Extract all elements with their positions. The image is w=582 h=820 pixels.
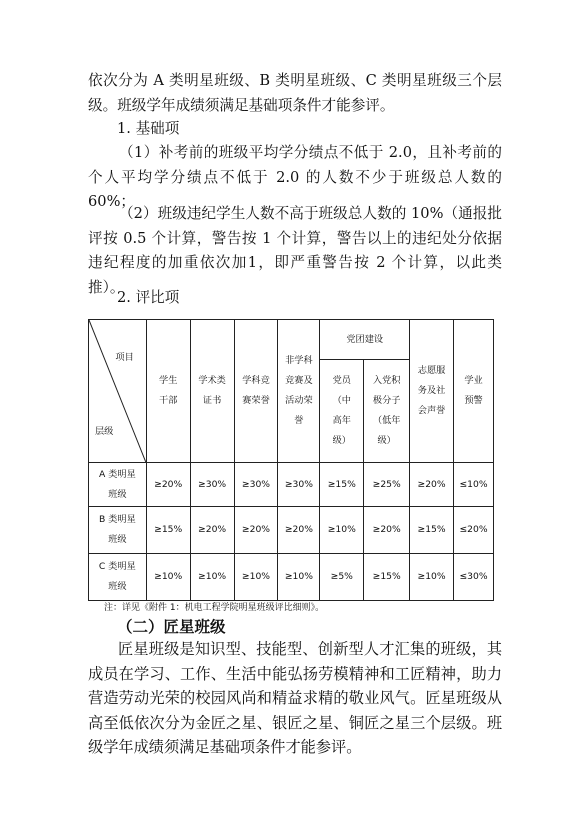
paragraph-basic-2: （2）班级违纪学生人数不高于班级总人数的 10%（通报批评按 0.5 个计算，警告按 1 个计算，警告以上的违纪处分依据违纪程度的加重依次加1，即严重警告按 2 个计算，以此类推）。 (88, 205, 502, 296)
header-warning: 学业预警 (454, 320, 494, 463)
value-cell: ≥15% (146, 507, 190, 554)
value-cell: ≥10% (234, 554, 278, 601)
value-cell: ≤10% (454, 463, 494, 507)
value-cell: ≥10% (410, 554, 454, 601)
header-competition: 学科竞赛荣誉 (234, 320, 278, 463)
table-row (89, 554, 494, 601)
header-non-academic: 非学科竞赛及活动荣誉 (278, 320, 320, 463)
value-cell: ≥15% (410, 507, 454, 554)
value-cell: ≥30% (234, 463, 278, 507)
heading-comparison-items: 2. 评比项 (117, 289, 180, 306)
value-cell: ≥20% (364, 507, 410, 554)
value-cell: ≤30% (454, 554, 494, 601)
value-cell: ≥15% (364, 554, 410, 601)
heading-basic-items: 1. 基础项 (117, 120, 180, 137)
value-cell: ≥10% (278, 554, 320, 601)
header-cadre: 学生干部 (146, 320, 190, 463)
value-cell: ≥10% (146, 554, 190, 601)
value-cell: ≥20% (410, 463, 454, 507)
table-row (89, 507, 494, 554)
corner-level-label: 层级 (95, 426, 114, 437)
corner-project-label: 项目 (115, 352, 134, 363)
level-cell: B 类明星班级 (89, 507, 147, 554)
value-cell: ≥20% (190, 507, 234, 554)
level-cell: A 类明星班级 (89, 463, 147, 507)
level-cell: C 类明星班级 (89, 554, 147, 601)
header-academic-cert: 学术类证书 (190, 320, 234, 463)
value-cell: ≥20% (234, 507, 278, 554)
value-cell: ≥20% (146, 463, 190, 507)
paragraph-basic-1: （1）补考前的班级平均学分绩点不低于 2.0，且补考前的个人平均学分绩点不低于 2.0 的人数不少于班级总人数的 60%； (88, 144, 502, 210)
header-party-member: 党员（中高年级） (320, 360, 364, 463)
table-note: 注：详见《附件 1：机电工程学院明星班级评比细则》。 (104, 603, 325, 613)
corner-cell (89, 320, 147, 463)
value-cell: ≥20% (278, 507, 320, 554)
value-cell: ≥30% (278, 463, 320, 507)
section-title: （二）匠星班级 (117, 618, 226, 636)
header-party-group: 党团建设 (320, 320, 410, 360)
header-volunteer: 志愿服务及社会声誉 (410, 320, 454, 463)
paragraph-intro: 依次分为 A 类明星班级、B 类明星班级、C 类明星班级三个层级。班级学年成绩须满足基础项条件才能参评。 (88, 72, 502, 114)
value-cell: ≥10% (190, 554, 234, 601)
section-body: 匠星班级是知识型、技能型、创新型人才汇集的班级，其成员在学习、工作、生活中能弘扬劳模精神和工匠精神，助力营造劳动光荣的校园风尚和精益求精的敬业风气。匠星班级从高至低依次分为金匠之星、银匠之星、铜匠之星三个层级。班级学年成绩须满足基础项条件才能参评。 (88, 640, 502, 757)
value-cell: ≥5% (320, 554, 364, 601)
value-cell: ≥30% (190, 463, 234, 507)
value-cell: ≥15% (320, 463, 364, 507)
value-cell: ≤20% (454, 507, 494, 554)
criteria-table (88, 319, 494, 601)
header-activist: 入党积极分子（低年级） (364, 360, 410, 463)
value-cell: ≥25% (364, 463, 410, 507)
table-row (89, 463, 494, 507)
value-cell: ≥10% (320, 507, 364, 554)
